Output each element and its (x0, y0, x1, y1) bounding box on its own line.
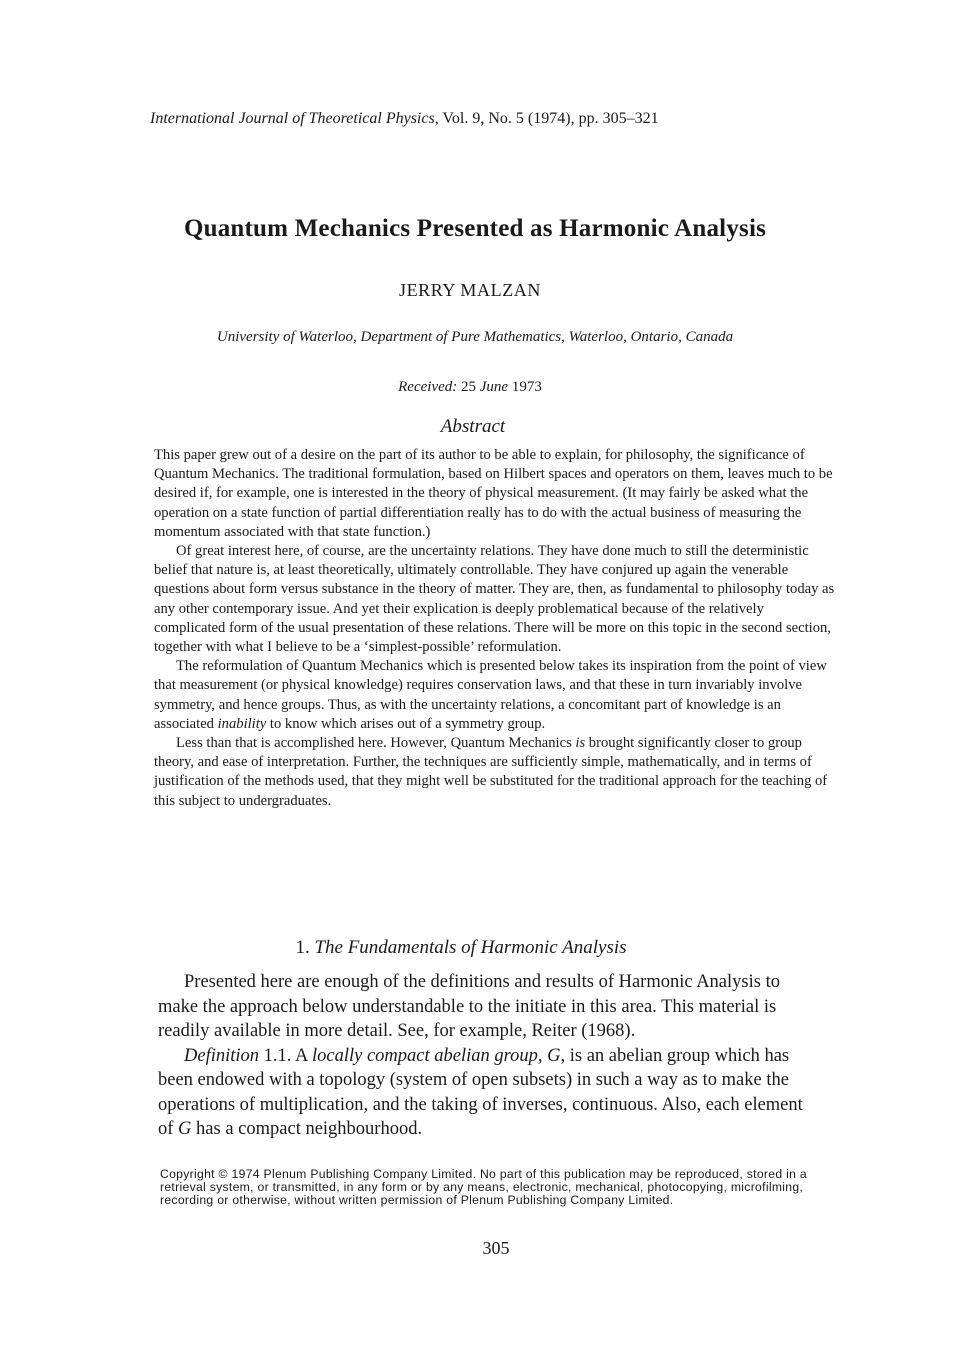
page-number: 305 (482, 1238, 510, 1258)
definition-number: 1.1. A (259, 1045, 312, 1066)
received-day: 25 (457, 379, 480, 395)
definition-label: Definition (184, 1045, 260, 1066)
abstract-heading: Abstract (440, 416, 506, 437)
received-date (0, 376, 940, 398)
section-heading (0, 935, 922, 961)
received-label: Received: (398, 379, 458, 395)
definition-term: locally compact abelian group, G, (311, 1045, 566, 1066)
abstract-p3-text-end: to know which arises out of a symmetry group. (266, 715, 546, 732)
received-year: 1973 (508, 379, 542, 395)
author-name: JERRY MALZAN (398, 280, 542, 300)
definition-text: is an abelian group which has been endowed with a topology (system of open subsets) in such a way as to make the operations of multiplication, and the taking of inverses, continuous. Also, each element of (158, 1045, 803, 1139)
abstract-p3-emphasis: inability (217, 715, 267, 732)
abstract-paragraph-3 (154, 657, 838, 734)
copyright-notice: Copyright © 1974 Plenum Publishing Company Limited. No part of this publication may be reproduced, stored in a retrieval system, or transmitted, in any form or by any means, electronic, mechanical, photocopying, microfilming, recording or otherwise, without written permission of Plenum Publishing Company Limited. (160, 1167, 807, 1207)
abstract-body (154, 446, 838, 811)
abstract-p4-text-end: brought significantly closer to group theory, and ease of interpretation. Further, the techniques are sufficiently simple, mathematically, and in terms of justification of the methods used, that they might well be substituted for the traditional approach for the teaching of this subject to undergraduates. (154, 735, 828, 809)
section-title: The Fundamentals of Harmonic Analysis (314, 937, 627, 958)
received-month: June (479, 379, 509, 395)
abstract-paragraph-2: Of great interest here, of course, are the uncertainty relations. They have done much to still the deterministic belief that nature is, at least theoretically, ultimately controllable. They have conjured up again the venerable questions about form versus substance in the theory of matter. They are, then, as fundamental to philosophy today as any other contemporary issue. And yet their explication is deeply problematical because of the relatively complicated form of the usual presentation of these relations. There will be more on this topic in the second section, together with what I believe to be a ‘simplest-possible’ reformulation. (154, 543, 835, 656)
abstract-p3-text: The reformulation of Quantum Mechanics which is presented below takes its inspiration from the point of view that measurement (or physical knowledge) requires conservation laws, and that these in turn invariably involve symmetry, and hence groups. Thus, as with the uncertainty relations, a concomitant part of knowledge is an associated (154, 658, 827, 732)
abstract-p4-text: Less than that is accomplished here. However, Quantum Mechanics (176, 735, 576, 752)
definition-variable: G (178, 1119, 192, 1139)
journal-citation (150, 108, 850, 130)
volume-pages: Vol. 9, No. 5 (1974), pp. 305–321 (438, 110, 659, 127)
author-affiliation: University of Waterloo, Department of Pure Mathematics, Waterloo, Ontario, Canada (216, 329, 734, 345)
abstract-p4-emphasis: is (575, 735, 586, 752)
definition-paragraph (158, 1044, 806, 1142)
abstract-paragraph-4 (154, 734, 838, 811)
abstract-paragraph-1: This paper grew out of a desire on the part of its author to be able to explain, for philosophy, the significance of Quantum Mechanics. The traditional formulation, based on Hilbert spaces and operators on them, leaves much to be desired if, for example, one is interested in the theory of physical measurement. (It may fairly be asked what the operation on a state function of partial differentiation really has to do with the actual business of measuring the momentum associated with that state function.) (154, 447, 833, 540)
section-number: 1. (295, 937, 315, 958)
section-body (158, 970, 806, 1142)
paper-title: Quantum Mechanics Presented as Harmonic Analysis (183, 215, 767, 242)
body-paragraph-1: Presented here are enough of the definitions and results of Harmonic Analysis to make the approach below understandable to the initiate in this area. This material is readily available in more detail. See, for example, Reiter (1968). (158, 972, 780, 1041)
definition-text-end: has a compact neighbourhood. (191, 1119, 423, 1139)
journal-name: International Journal of Theoretical Physics, (150, 110, 439, 127)
